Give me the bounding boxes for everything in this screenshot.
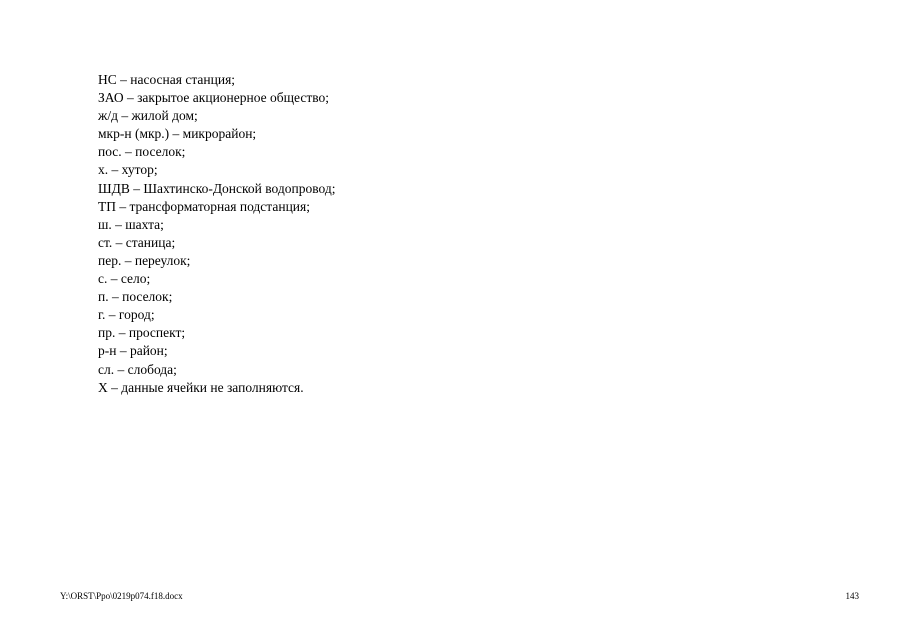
list-item: Х – данные ячейки не заполняются. <box>98 379 304 395</box>
list-item: х. – хутор; <box>98 162 158 178</box>
list-item: ЗАО – закрытое акционерное общество; <box>98 90 330 106</box>
list-item: ШДВ – Шахтинско-Донской водопровод; <box>98 180 336 196</box>
footer-file-path: Y:\ORST\Ppo\0219p074.f18.docx <box>60 591 183 601</box>
list-item: пр. – проспект; <box>98 325 186 341</box>
list-item: ст. – станица; <box>98 234 176 250</box>
list-item: ТП – трансформаторная подстанция; <box>98 198 310 214</box>
list-item: мкр-н (мкр.) – микрорайон; <box>98 126 257 142</box>
abbreviation-list <box>98 71 335 397</box>
list-item: р-н – район; <box>98 343 168 359</box>
list-item: г. – город; <box>98 307 155 323</box>
list-item: сл. – слобода; <box>98 361 177 377</box>
footer-page-number: 143 <box>845 591 859 601</box>
list-item: с. – село; <box>98 271 151 287</box>
list-item: ж/д – жилой дом; <box>98 108 198 124</box>
list-item: пер. – переулок; <box>98 252 191 268</box>
list-item: п. – поселок; <box>98 289 173 305</box>
list-item: НС – насосная станция; <box>98 72 236 87</box>
list-item: ш. – шахта; <box>98 216 164 232</box>
list-item: пос. – поселок; <box>98 144 186 160</box>
